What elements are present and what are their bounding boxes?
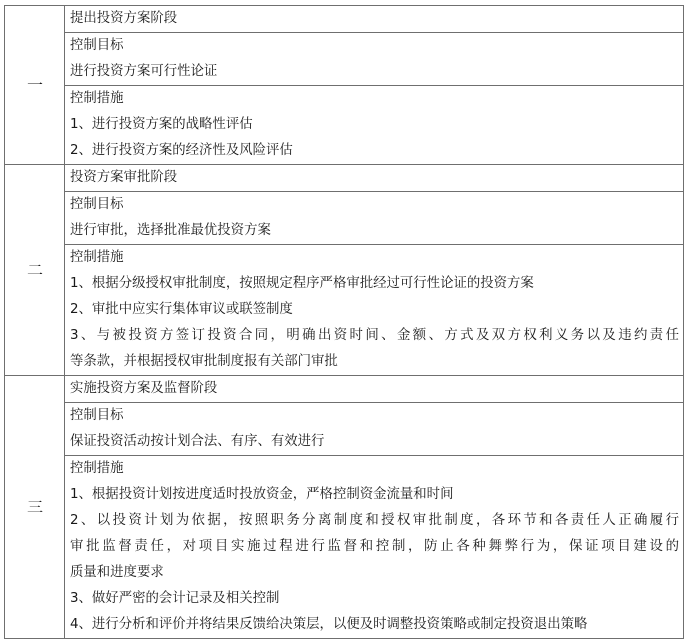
measure-line: 1、进行投资方案的战略性评估 [70, 117, 253, 132]
stage-title: 投资方案审批阶段 [70, 170, 178, 185]
measure-line: 3、做好严密的会计记录及相关控制 [70, 591, 280, 606]
measure-line: 1、根据投资计划按进度适时投放资金，严格控制资金流量和时间 [70, 487, 454, 502]
stage-1-measures-cell [65, 86, 684, 165]
stage-1-objective-row [5, 33, 684, 86]
stage-2-title-row [5, 165, 684, 192]
stage-1-measures-row [5, 86, 684, 165]
measures-label: 控制措施 [70, 461, 124, 476]
stage-2-objective-row [5, 192, 684, 245]
measure-line: 1、根据分级授权审批制度，按照规定程序严格审批经过可行性论证的投资方案 [70, 276, 534, 291]
stage-3-title-cell [65, 376, 684, 403]
measure-line: 3、与被投资方签订投资合同，明确出资时间、金额、方式及双方权利义务以及违约责任 [70, 328, 679, 343]
stage-1-number: 一 [5, 6, 65, 165]
stage-3-number: 三 [5, 376, 65, 639]
objective-label: 控制目标 [70, 197, 124, 212]
stage-2-measures-row [5, 245, 684, 376]
objective-text: 进行投资方案可行性论证 [70, 64, 218, 79]
objective-text: 保证投资活动按计划合法、有序、有效进行 [70, 434, 325, 449]
stage-3-title-row [5, 376, 684, 403]
stage-3-objective-cell [65, 403, 684, 456]
stage-2-number: 二 [5, 165, 65, 376]
investment-control-table [4, 5, 684, 639]
measure-line: 审批监督责任，对项目实施过程进行监督和控制，防止各种舞弊行为，保证项目建设的 [70, 539, 679, 554]
objective-text: 进行审批，选择批准最优投资方案 [70, 223, 271, 238]
objective-label: 控制目标 [70, 408, 124, 423]
stage-2-measures-cell [65, 245, 684, 376]
measures-label: 控制措施 [70, 91, 124, 106]
measures-label: 控制措施 [70, 250, 124, 265]
stage-2-title-cell [65, 165, 684, 192]
stage-1-objective-cell [65, 33, 684, 86]
stage-2-objective-cell [65, 192, 684, 245]
stage-1-title-cell [65, 6, 684, 33]
stage-1-title-row [5, 6, 684, 33]
measure-line: 2、审批中应实行集体审议或联签制度 [70, 302, 293, 317]
measure-line: 质量和进度要求 [70, 565, 164, 580]
measure-line: 2、进行投资方案的经济性及风险评估 [70, 143, 293, 158]
stage-title: 实施投资方案及监督阶段 [70, 381, 218, 396]
stage-3-measures-row [5, 456, 684, 639]
objective-label: 控制目标 [70, 38, 124, 53]
measure-line: 等条款，并根据授权审批制度报有关部门审批 [70, 354, 338, 369]
measure-line: 2、以投资计划为依据，按照职务分离制度和授权审批制度，各环节和各责任人正确履行 [70, 513, 679, 528]
stage-3-objective-row [5, 403, 684, 456]
stage-title: 提出投资方案阶段 [70, 11, 178, 26]
stage-3-measures-cell [65, 456, 684, 639]
measure-line: 4、进行分析和评价并将结果反馈给决策层，以便及时调整投资策略或制定投资退出策略 [70, 617, 588, 632]
